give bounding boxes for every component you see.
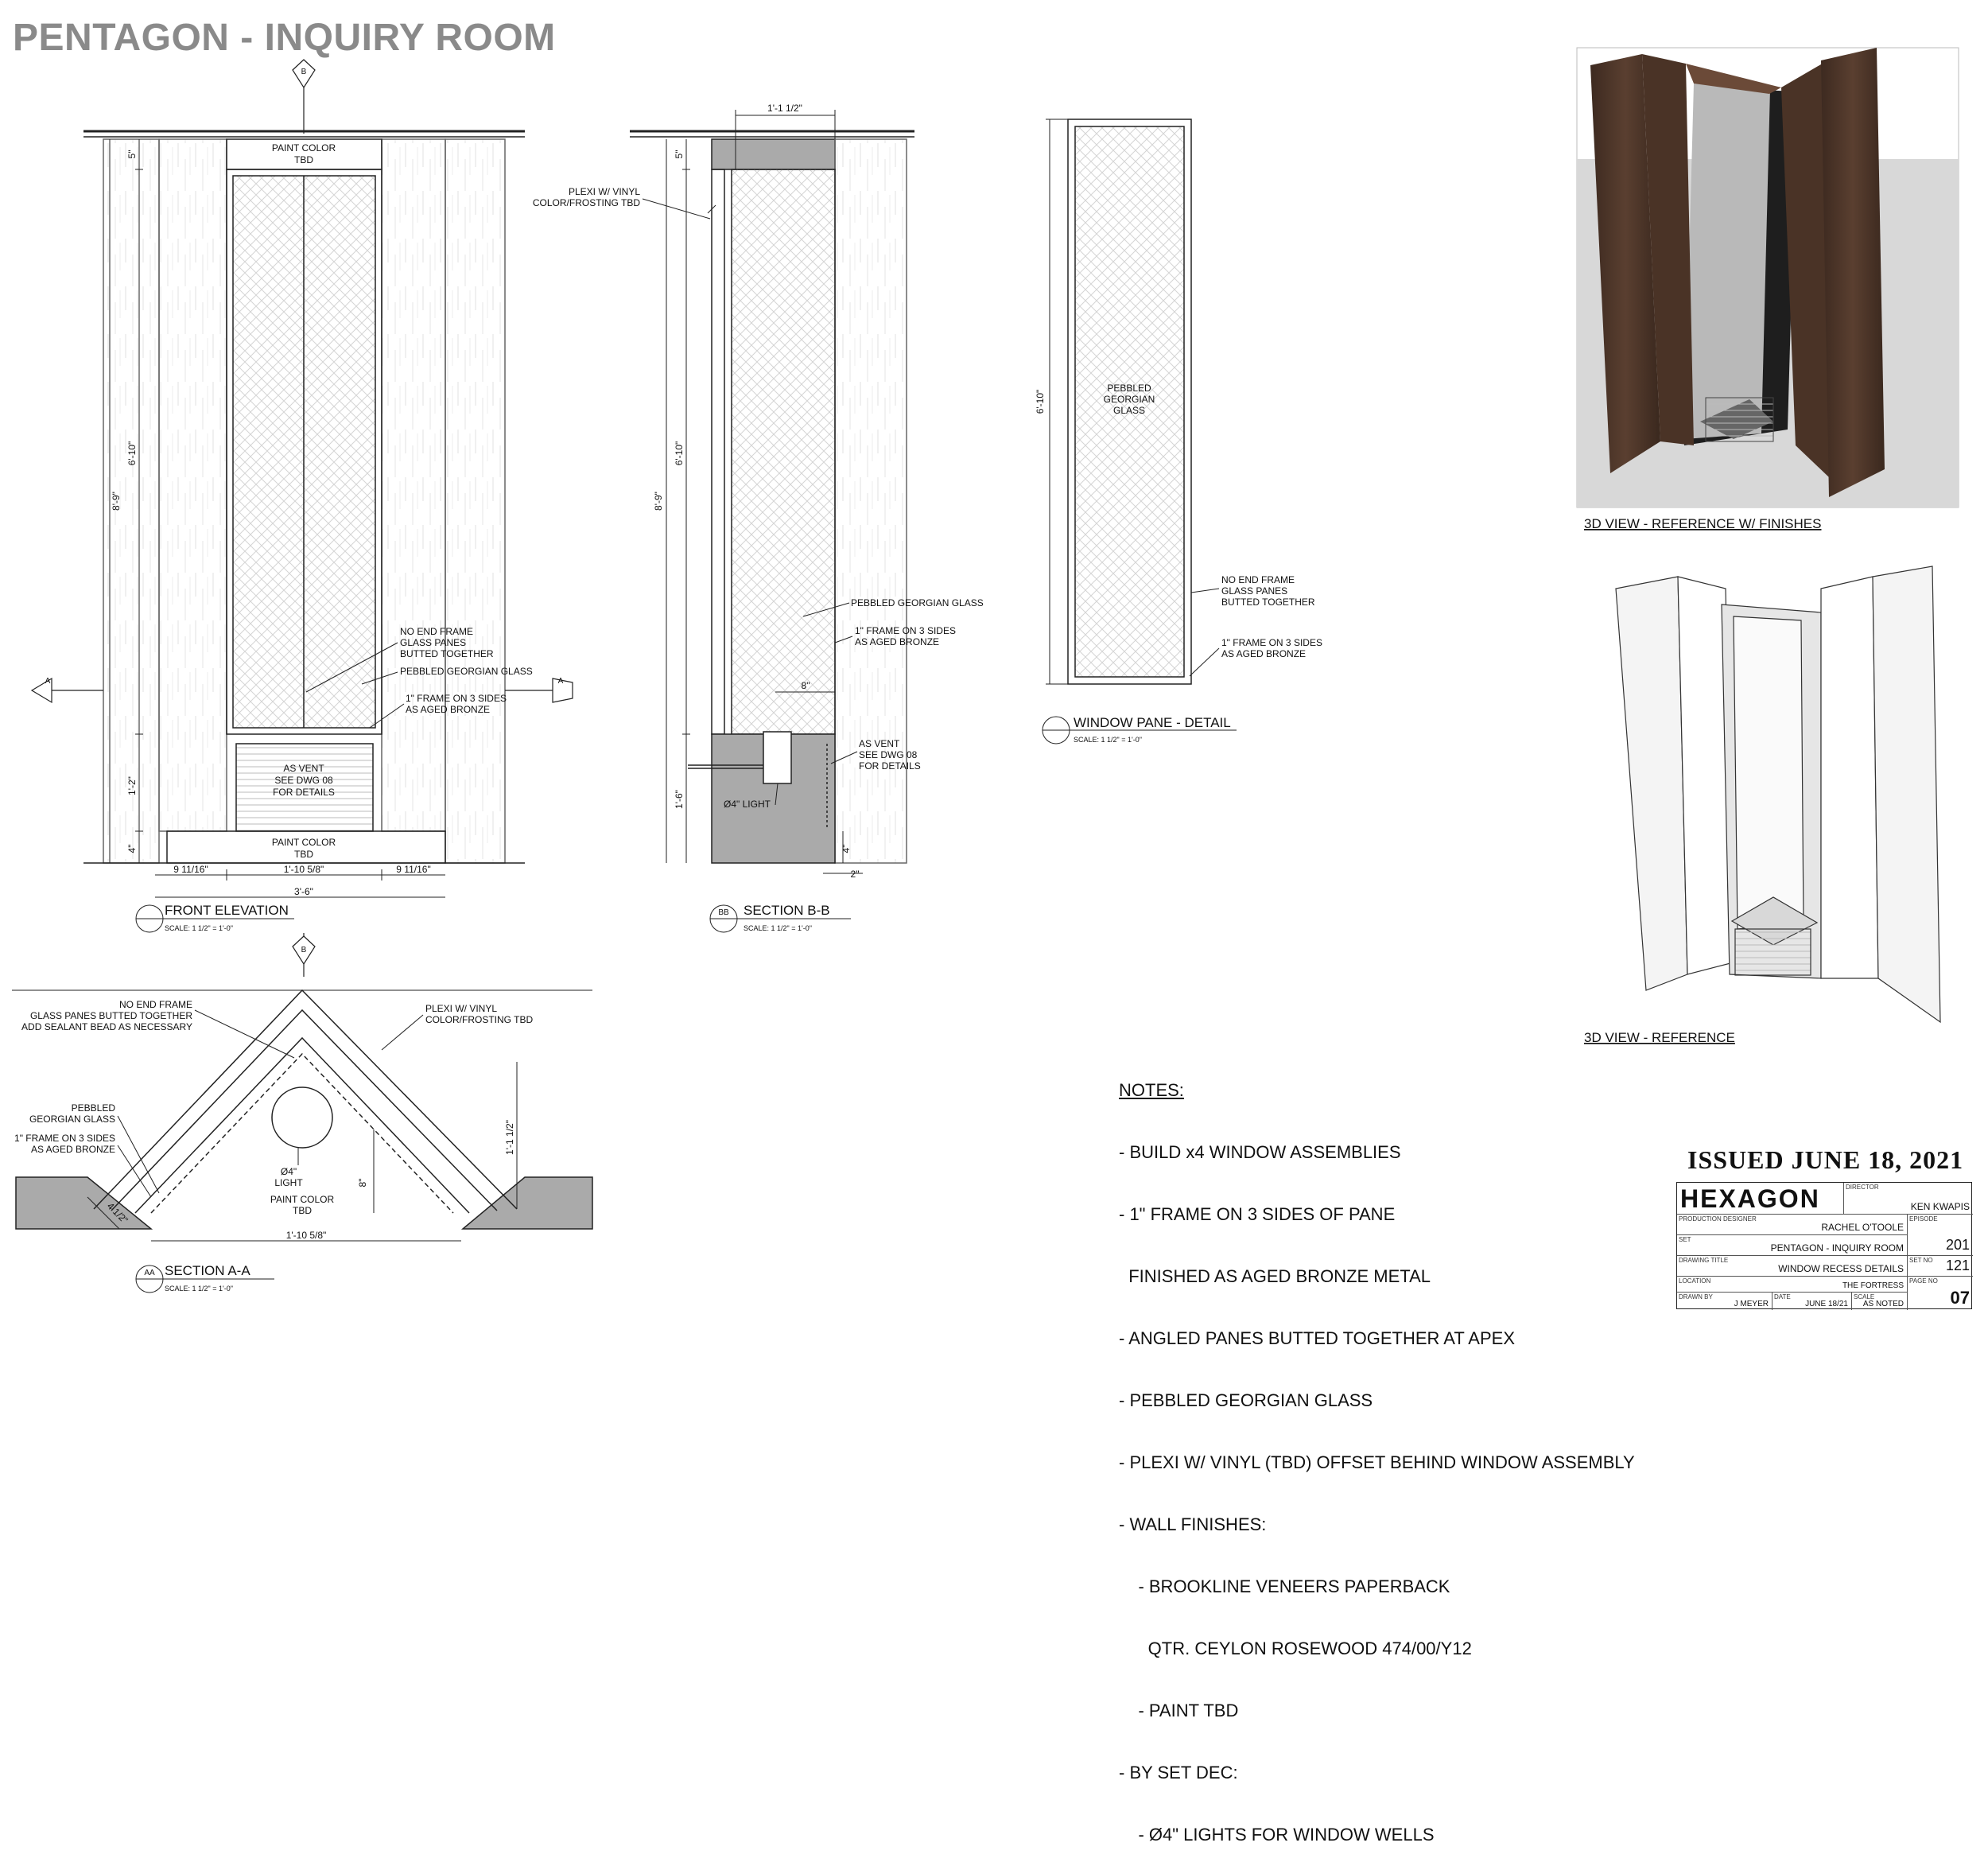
note-line: - PLEXI W/ VINYL (TBD) OFFSET BEHIND WINDOW ASSEMBLY [1119,1452,1635,1472]
set-cell [1677,1235,1908,1256]
set-no-label: SET NO [1909,1257,1933,1264]
svg-text:AS AGED BRONZE: AS AGED BRONZE [30,1144,115,1155]
window-pane-label: WINDOW PANE - DETAIL [1074,715,1231,730]
svg-text:9 11/16": 9 11/16" [173,864,208,875]
svg-text:BUTTED TOGETHER: BUTTED TOGETHER [1221,597,1315,608]
paint-bottom-1: PAINT COLOR [271,837,336,848]
svg-text:4": 4" [841,844,852,853]
front-elevation [83,131,525,863]
drawing-title-value: WINDOW RECESS DETAILS [1778,1263,1904,1274]
drawn-by-value: J MEYER [1734,1300,1769,1308]
title-block [1676,1182,1972,1309]
issued-stamp: ISSUED JUNE 18, 2021 [1687,1145,1964,1174]
note-line: FINISHED AS AGED BRONZE METAL [1119,1266,1431,1286]
paint-top-2: TBD [294,154,313,165]
svg-text:GEORGIAN GLASS: GEORGIAN GLASS [29,1114,115,1125]
location-cell [1677,1277,1908,1293]
svg-text:4": 4" [126,844,138,853]
svg-text:5": 5" [674,150,685,159]
svg-text:AS AGED BRONZE: AS AGED BRONZE [855,636,940,647]
svg-text:SCALE: 1 1/2" = 1'-0": SCALE: 1 1/2" = 1'-0" [744,924,812,932]
designer-cell [1677,1215,1908,1235]
svg-text:PEBBLED GEORGIAN GLASS: PEBBLED GEORGIAN GLASS [400,666,533,677]
drawing-title-label: DRAWING TITLE [1679,1257,1729,1264]
marker-a-right: A [557,677,564,686]
date-value: JUNE 18/21 [1805,1300,1848,1308]
notes-block [1119,1039,1635,1866]
svg-text:GLASS PANES: GLASS PANES [1221,585,1288,597]
svg-text:FOR DETAILS: FOR DETAILS [859,760,921,772]
section-aa-label: SECTION A-A [165,1263,250,1278]
marker-b-top: B [301,68,307,76]
marker-a-left: A [45,677,51,686]
svg-text:8": 8" [801,680,810,691]
marker-b-bottom: B [301,946,307,954]
set-value: PENTAGON - INQUIRY ROOM [1770,1242,1904,1254]
svg-text:1'-2": 1'-2" [126,776,138,795]
svg-text:1" FRAME ON 3 SIDES: 1" FRAME ON 3 SIDES [1221,637,1322,648]
scale-value: AS NOTED [1862,1300,1904,1308]
section-aa-leaders [118,1010,423,1197]
svg-text:GLASS PANES BUTTED TOGETHER: GLASS PANES BUTTED TOGETHER [29,1010,192,1021]
svg-text:ADD SEALANT BEAD AS NECESSARY: ADD SEALANT BEAD AS NECESSARY [21,1021,192,1032]
svg-text:PLEXI W/ VINYL: PLEXI W/ VINYL [568,186,640,197]
window-pane-title [1043,715,1237,744]
date-label: DATE [1774,1293,1791,1300]
svg-text:TBD: TBD [293,1205,312,1216]
note-line: - BUILD x4 WINDOW ASSEMBLIES [1119,1142,1401,1162]
episode-value: 201 [1945,1237,1970,1253]
svg-text:AS AGED BRONZE: AS AGED BRONZE [406,704,491,715]
vent-3: FOR DETAILS [273,787,335,798]
section-bb-label: SECTION B-B [744,903,830,918]
note-line: - ANGLED PANES BUTTED TOGETHER AT APEX [1119,1328,1515,1348]
location-label: LOCATION [1679,1277,1711,1285]
svg-text:4 1/2": 4 1/2" [104,1200,130,1227]
episode-cell [1908,1215,1973,1256]
scale-label: SCALE [1854,1293,1875,1300]
svg-text:PEBBLED: PEBBLED [71,1102,115,1114]
svg-text:COLOR/FROSTING TBD: COLOR/FROSTING TBD [425,1014,534,1025]
note-line: - BY SET DEC: [1119,1763,1238,1782]
date-cell [1773,1293,1852,1310]
svg-text:GLASS PANES: GLASS PANES [400,637,467,648]
director-label: DIRECTOR [1846,1184,1879,1191]
episode-label: EPISODE [1909,1215,1938,1223]
svg-text:1'-6": 1'-6" [674,790,685,809]
note-line: QTR. CEYLON ROSEWOOD 474/00/Y12 [1119,1639,1472,1658]
paint-top-1: PAINT COLOR [271,142,336,154]
svg-text:1" FRAME ON 3 SIDES: 1" FRAME ON 3 SIDES [406,693,507,704]
svg-text:SEE DWG 08: SEE DWG 08 [859,749,918,760]
view-3d-finishes [1577,48,1959,507]
section-aa-title [136,1263,274,1293]
svg-text:3'-6": 3'-6" [294,886,313,897]
svg-text:8'-9": 8'-9" [653,492,664,511]
svg-text:1'-10 5/8": 1'-10 5/8" [283,864,324,875]
svg-text:NO END FRAME: NO END FRAME [400,626,474,637]
notes-heading: NOTES: [1119,1080,1184,1100]
svg-text:8": 8" [357,1178,368,1188]
svg-text:AA: AA [144,1269,155,1277]
svg-text:5": 5" [126,150,138,159]
svg-text:NO END FRAME: NO END FRAME [118,999,192,1010]
svg-text:1" FRAME ON 3 SIDES: 1" FRAME ON 3 SIDES [855,625,956,636]
vent-2: SEE DWG 08 [274,775,333,786]
page-no-cell [1908,1277,1973,1310]
svg-text:1'-1 1/2": 1'-1 1/2" [767,103,802,114]
note-line: - PEBBLED GEORGIAN GLASS [1119,1390,1373,1410]
svg-text:PEBBLED GEORGIAN GLASS: PEBBLED GEORGIAN GLASS [851,597,984,608]
svg-text:1" FRAME ON 3 SIDES: 1" FRAME ON 3 SIDES [14,1133,115,1144]
location-value: THE FORTRESS [1842,1281,1904,1290]
svg-text:2": 2" [850,869,860,880]
svg-text:6'-10": 6'-10" [674,441,685,466]
svg-text:SCALE: 1 1/2" = 1'-0": SCALE: 1 1/2" = 1'-0" [165,1285,233,1293]
set-no-cell [1908,1256,1973,1277]
note-line: - Ø4" LIGHTS FOR WINDOW WELLS [1119,1825,1435,1845]
view-3d-finishes-caption: 3D VIEW - REFERENCE W/ FINISHES [1584,516,1822,531]
svg-text:9 11/16": 9 11/16" [396,864,431,875]
svg-text:AS AGED BRONZE: AS AGED BRONZE [1221,648,1307,659]
front-elevation-scale: SCALE: 1 1/2" = 1'-0" [165,924,233,932]
drawn-by-cell [1677,1293,1773,1310]
hexagon-logo: HEXAGON [1680,1184,1820,1213]
section-bb-title [710,903,851,932]
svg-text:6'-10": 6'-10" [126,441,138,466]
set-label: SET [1679,1236,1691,1243]
note-line: - 1" FRAME ON 3 SIDES OF PANE [1119,1204,1396,1224]
set-no-value: 121 [1945,1258,1970,1273]
svg-text:Ø4": Ø4" [280,1166,297,1177]
director-value: KEN KWAPIS [1910,1201,1970,1212]
note-line: - WALL FINISHES: [1119,1514,1267,1534]
svg-text:Ø4" LIGHT: Ø4" LIGHT [724,799,771,810]
vent-1: AS VENT [283,763,324,774]
drawing-title-cell [1677,1256,1908,1277]
svg-text:PLEXI W/ VINYL: PLEXI W/ VINYL [425,1003,498,1014]
sheet-title: PENTAGON - INQUIRY ROOM [13,17,556,59]
svg-text:1'-10 5/8": 1'-10 5/8" [285,1230,327,1241]
scale-cell [1852,1293,1908,1310]
note-line: - BROOKLINE VENEERS PAPERBACK [1119,1576,1450,1596]
view-3d-reference-caption: 3D VIEW - REFERENCE [1584,1030,1735,1045]
director-cell [1844,1183,1973,1215]
svg-text:PEBBLED: PEBBLED [1107,383,1151,394]
svg-text:8'-9": 8'-9" [111,492,122,511]
svg-text:COLOR/FROSTING TBD: COLOR/FROSTING TBD [532,197,640,208]
svg-text:NO END FRAME: NO END FRAME [1221,574,1295,585]
page-no-value: 07 [1950,1288,1970,1308]
svg-text:GLASS: GLASS [1112,405,1146,416]
svg-text:BUTTED TOGETHER: BUTTED TOGETHER [400,648,494,659]
svg-text:SCALE: 1 1/2" = 1'-0": SCALE: 1 1/2" = 1'-0" [1074,736,1142,744]
front-elevation-label: FRONT ELEVATION [165,903,289,918]
paint-bottom-2: TBD [294,849,313,860]
designer-value: RACHEL O'TOOLE [1821,1222,1904,1233]
view-3d-reference [1616,566,1940,1022]
drawn-by-label: DRAWN BY [1679,1293,1713,1300]
svg-text:6'-10": 6'-10" [1035,389,1046,414]
svg-text:BB: BB [718,908,729,917]
window-pane-leaders [1190,589,1219,676]
svg-text:GEORGIAN: GEORGIAN [1103,394,1155,405]
svg-text:PAINT COLOR: PAINT COLOR [270,1194,335,1205]
page-no-label: PAGE NO [1909,1277,1938,1285]
logo-cell [1677,1183,1844,1215]
svg-text:LIGHT: LIGHT [274,1177,303,1188]
designer-label: PRODUCTION DESIGNER [1679,1215,1757,1223]
svg-text:1'-1 1/2": 1'-1 1/2" [504,1120,515,1155]
svg-text:AS VENT: AS VENT [859,738,900,749]
note-line: - PAINT TBD [1119,1701,1239,1720]
front-elevation-title [136,903,294,932]
